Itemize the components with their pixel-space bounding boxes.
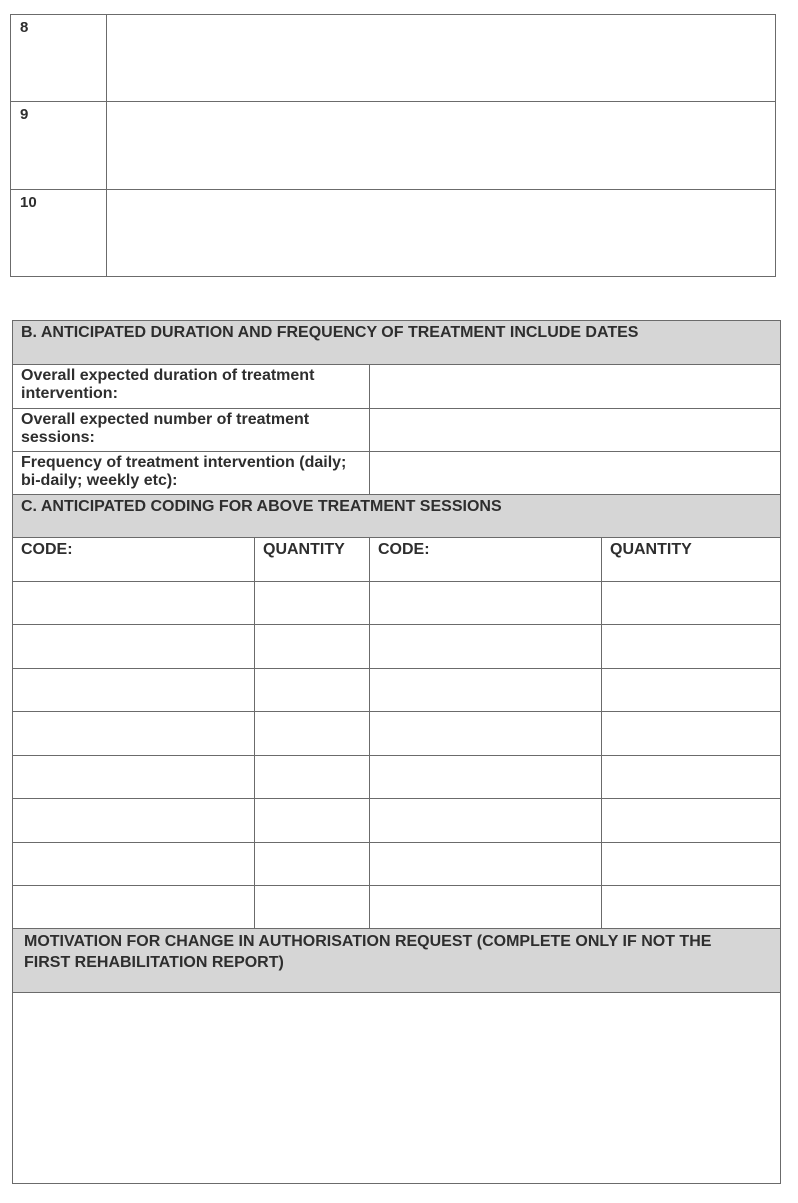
table-row — [13, 582, 781, 625]
code-cell[interactable] — [370, 886, 602, 929]
motivation-title: MOTIVATION FOR CHANGE IN AUTHORISATION REQUEST (COMPLETE ONLY IF NOT THE FIRST REHABILITATION REPORT) — [13, 929, 781, 993]
table-row — [13, 669, 781, 712]
code-cell[interactable] — [13, 843, 255, 886]
quantity-cell[interactable] — [255, 582, 370, 625]
quantity-column-header: QUANTITY — [255, 538, 370, 582]
quantity-cell[interactable] — [255, 886, 370, 929]
quantity-cell[interactable] — [602, 582, 781, 625]
quantity-cell[interactable] — [602, 712, 781, 756]
code-column-header: CODE: — [13, 538, 255, 582]
entry-field-10[interactable] — [107, 190, 776, 277]
treatment-form-table — [12, 320, 781, 1184]
motivation-body-row — [13, 993, 781, 1184]
code-cell[interactable] — [13, 669, 255, 712]
code-cell[interactable] — [370, 712, 602, 756]
code-cell[interactable] — [13, 582, 255, 625]
quantity-cell[interactable] — [255, 712, 370, 756]
quantity-column-header: QUANTITY — [602, 538, 781, 582]
sessions-label: Overall expected number of treatment sessions: — [13, 409, 370, 452]
entry-field-9[interactable] — [107, 102, 776, 190]
section-c-header-row — [13, 495, 781, 538]
table-row — [11, 102, 776, 190]
code-cell[interactable] — [13, 756, 255, 799]
sessions-field[interactable] — [370, 409, 781, 452]
quantity-cell[interactable] — [602, 843, 781, 886]
code-cell[interactable] — [13, 625, 255, 669]
frequency-label: Frequency of treatment intervention (daily; bi-daily; weekly etc): — [13, 452, 370, 495]
quantity-cell[interactable] — [602, 886, 781, 929]
code-cell[interactable] — [370, 625, 602, 669]
quantity-cell[interactable] — [602, 756, 781, 799]
table-row — [13, 799, 781, 843]
table-row — [13, 712, 781, 756]
motivation-text-area[interactable] — [13, 993, 781, 1184]
section-b-header-row — [13, 321, 781, 365]
quantity-cell[interactable] — [255, 756, 370, 799]
frequency-row — [13, 452, 781, 495]
quantity-cell[interactable] — [255, 843, 370, 886]
section-c-title: C. ANTICIPATED CODING FOR ABOVE TREATMENT SESSIONS — [13, 495, 781, 538]
quantity-cell[interactable] — [602, 669, 781, 712]
quantity-cell[interactable] — [255, 625, 370, 669]
duration-row — [13, 365, 781, 409]
sessions-row — [13, 409, 781, 452]
quantity-cell[interactable] — [602, 625, 781, 669]
numbered-entries-table — [10, 14, 776, 277]
code-cell[interactable] — [370, 799, 602, 843]
table-row — [13, 886, 781, 929]
code-cell[interactable] — [370, 582, 602, 625]
code-cell[interactable] — [13, 886, 255, 929]
section-b-title: B. ANTICIPATED DURATION AND FREQUENCY OF TREATMENT INCLUDE DATES — [13, 321, 781, 365]
code-cell[interactable] — [13, 799, 255, 843]
quantity-cell[interactable] — [255, 799, 370, 843]
code-cell[interactable] — [370, 669, 602, 712]
code-cell[interactable] — [370, 756, 602, 799]
table-row — [13, 625, 781, 669]
table-row — [13, 843, 781, 886]
duration-field[interactable] — [370, 365, 781, 409]
coding-column-header-row — [13, 538, 781, 582]
quantity-cell[interactable] — [255, 669, 370, 712]
entry-field-8[interactable] — [107, 15, 776, 102]
frequency-field[interactable] — [370, 452, 781, 495]
row-number: 8 — [11, 15, 107, 102]
row-number: 10 — [11, 190, 107, 277]
table-row — [11, 15, 776, 102]
table-row — [11, 190, 776, 277]
code-column-header: CODE: — [370, 538, 602, 582]
quantity-cell[interactable] — [602, 799, 781, 843]
motivation-header-row — [13, 929, 781, 993]
row-number: 9 — [11, 102, 107, 190]
duration-label: Overall expected duration of treatment intervention: — [13, 365, 370, 409]
table-row — [13, 756, 781, 799]
code-cell[interactable] — [13, 712, 255, 756]
code-cell[interactable] — [370, 843, 602, 886]
